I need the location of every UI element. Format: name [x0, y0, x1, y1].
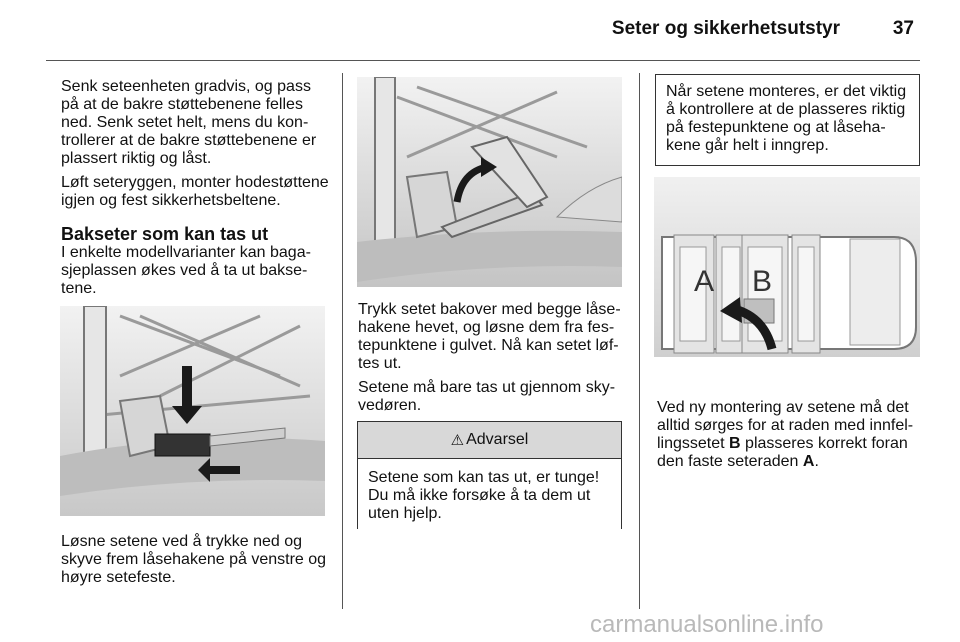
installation-note-box [655, 74, 920, 166]
section-heading: Bakseter som kan tas ut [61, 224, 269, 244]
section-title: Seter og sikkerhetsutstyr [611, 18, 840, 39]
col2-paragraph-2: Setene må bare tas ut gjennom skyvedøren. [358, 379, 616, 414]
col2-paragraph-1: Trykk setet bakover med begge låsehakene hevet, og løsne dem fra festepunktene i gulvet. Nå kan setet løftes ut. [358, 301, 621, 372]
seat-b-label: B [752, 265, 773, 298]
column-3 [657, 399, 920, 471]
column-1 [61, 78, 333, 298]
seat-b-ref: B [729, 435, 741, 452]
seat-rows-diagram [654, 177, 920, 357]
watermark: carmanualsonline.info [590, 611, 824, 638]
warning-header [358, 422, 621, 459]
col1-paragraph-3: I enkelte modellvarianter kan bagasjeplassen økes ved å ta ut baksetene. [61, 244, 311, 297]
warning-box [357, 421, 622, 529]
figure-1-caption-block [61, 533, 333, 587]
column-2 [358, 301, 634, 415]
seat-latch-illustration-2 [357, 77, 622, 287]
seat-a-label: A [694, 265, 715, 298]
page-number: 37 [892, 18, 914, 39]
col3-paragraph [657, 399, 920, 471]
column-divider-2 [639, 73, 640, 609]
header-divider [46, 60, 920, 61]
installation-note-text: Når setene monteres, er det viktig å kontrollere at de plasseres riktig på festepunktene og at låsehakene går helt i inngrep. [666, 83, 907, 154]
col1-paragraph-2: Løft seteryggen, monter hodestøttene igjen og fest sikkerhetsbeltene. [61, 174, 329, 209]
col1-paragraph-1: Senk seteenheten gradvis, og pass på at de bakre støttebenene felles ned. Senk setet helt, mens du kontrollerer at de bakre støttebenene er plassert riktig og låst. [61, 78, 317, 167]
warning-triangle-icon: ⚠ [450, 432, 465, 449]
warning-title: Advarsel [466, 431, 529, 448]
seat-a-ref: A [802, 453, 815, 470]
seat-latch-illustration-1 [60, 306, 325, 516]
col3-text-2: plasseres korrekt foran den faste seteraden [657, 435, 908, 470]
column-divider-1 [342, 73, 343, 609]
col3-text-1: Ved ny montering av setene må det alltid sørges for at raden med innfellingssetet [657, 399, 914, 452]
figure-1-caption: Løsne setene ved å trykke ned og skyve frem låsehakene på venstre og høyre setefeste. [61, 533, 327, 586]
col3-text-3: . [814, 453, 819, 470]
warning-text: Setene som kan tas ut, er tunge! Du må ikke forsøke å ta dem ut uten hjelp. [368, 469, 600, 522]
